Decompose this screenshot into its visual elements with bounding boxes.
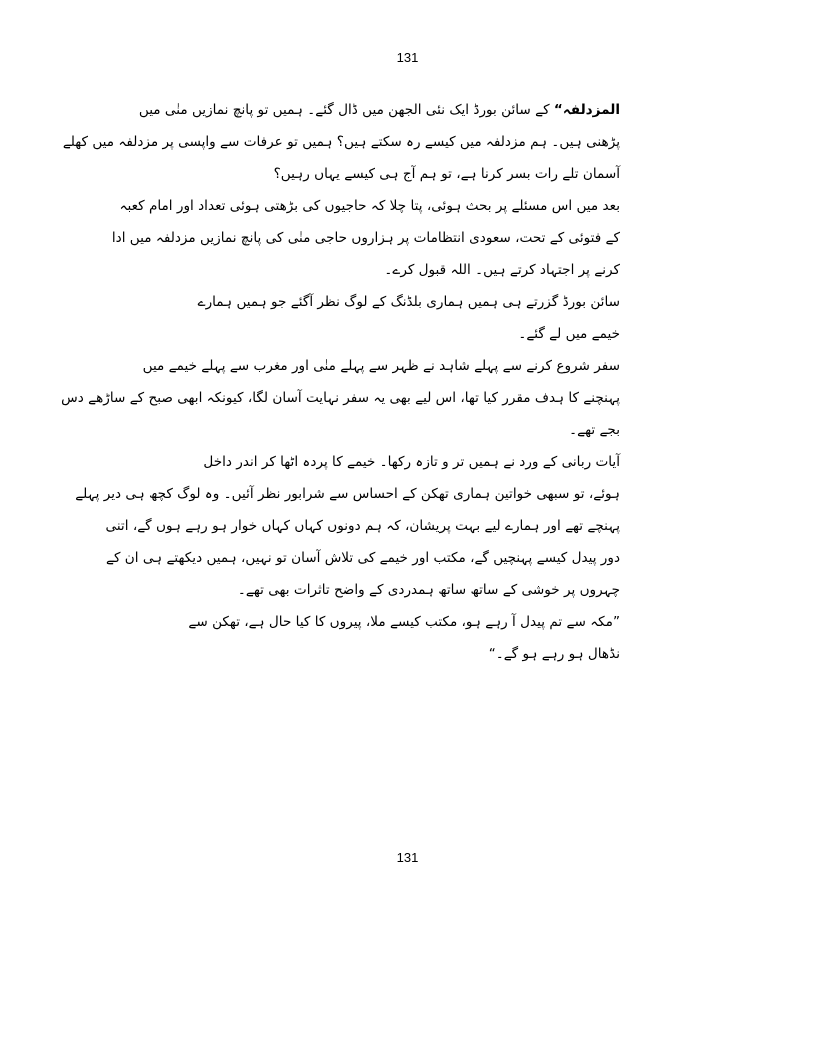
paragraph-1: [62, 94, 620, 190]
paragraph-5: [75, 446, 620, 606]
text-line: پہنچے تھے اور ہمارے لیے بہت پریشان، کہ ہم دونوں کہاں کہاں خوار ہو رہے ہوں گے، اتنی: [105, 518, 620, 534]
text-line: کے فتوئی کے تحت، سعودی انتظامات پر ہزاروں حاجی منٰی کی پانچ نمازیں مزدلفہ میں ادا: [111, 230, 620, 246]
paragraph-2: [111, 190, 620, 286]
text-line: بجے تھے۔: [569, 422, 620, 438]
text-line: سائن بورڈ گزرتے ہی ہمیں ہماری بلڈنگ کے لوگ نظر آگئے جو ہمیں ہمارے: [197, 294, 620, 310]
text-line: پہنچنے کا ہدف مقرر کیا تھا، اس لیے بھی یہ سفر نہایت آسان لگا، کیونکہ ابھی صبح کے ساڑھے دس: [61, 390, 620, 406]
text-line: دور پیدل کیسے پہنچیں گے، مکتب اور خیمے کی تلاش آسان تو نہیں، ہمیں دیکھتے ہی ان کے: [106, 550, 620, 566]
paragraph-6: [190, 606, 620, 670]
page-number-bottom: 131: [396, 850, 419, 865]
text-line: ہوئے، تو سبھی خواتین ہماری تھکن کے احساس سے شرابور نظر آئیں۔ وہ لوگ کچھ ہی دیر پہلے: [75, 486, 620, 502]
text-line: آیات ربانی کے ورد نے ہمیں تر و تازہ رکھا۔ خیمے کا پردہ اٹھا کر اندر داخل: [203, 454, 620, 470]
text-line: کرنے پر اجتہاد کرتے ہیں۔ اللہ قبول کرے۔: [384, 262, 620, 278]
text-line: ”مکہ سے تم پیدل آ رہے ہو، مکتب کیسے ملا، پیروں کا کیا حال ہے، تھکن سے: [188, 614, 620, 630]
paragraph-4: [61, 350, 620, 446]
text-fragment: کے سائن بورڈ ایک نئی الجھن میں ڈال گئے۔ ہمیں تو پانچ نمازیں منٰی میں: [138, 102, 550, 118]
body-text: [61, 94, 620, 670]
text-line: بعد میں اس مسئلے پر بحث ہوئی، پتا چلا کہ حاجیوں کی بڑھتی ہوئی تعداد اور امام کعبہ: [119, 198, 620, 214]
text-line: [138, 94, 620, 126]
text-line: سفر شروع کرنے سے پہلے شاہد نے ظہر سے پہلے منٰی اور مغرب سے پہلے خیمے میں: [142, 358, 620, 374]
text-line: خیمے میں لے گئے۔: [518, 326, 620, 342]
text-line: آسمان تلے رات بسر کرنا ہے، تو ہم آج ہی کیسے یہاں رہیں؟: [273, 166, 620, 182]
text-line: چہروں پر خوشی کے ساتھ ساتھ ہمدردی کے واضح تاثرات بھی تھے۔: [237, 582, 620, 598]
text-line: پڑھنی ہیں۔ ہم مزدلفہ میں کیسے رہ سکتے ہیں؟ ہمیں تو عرفات سے واپسی پر مزدلفہ میں کھلے: [62, 134, 620, 150]
paragraph-3: [190, 286, 620, 350]
text-line: نڈھال ہو رہے ہو گے۔“: [488, 646, 620, 662]
heading-term: المزدلفہ“: [553, 102, 620, 118]
page-number-top: 131: [396, 50, 419, 65]
